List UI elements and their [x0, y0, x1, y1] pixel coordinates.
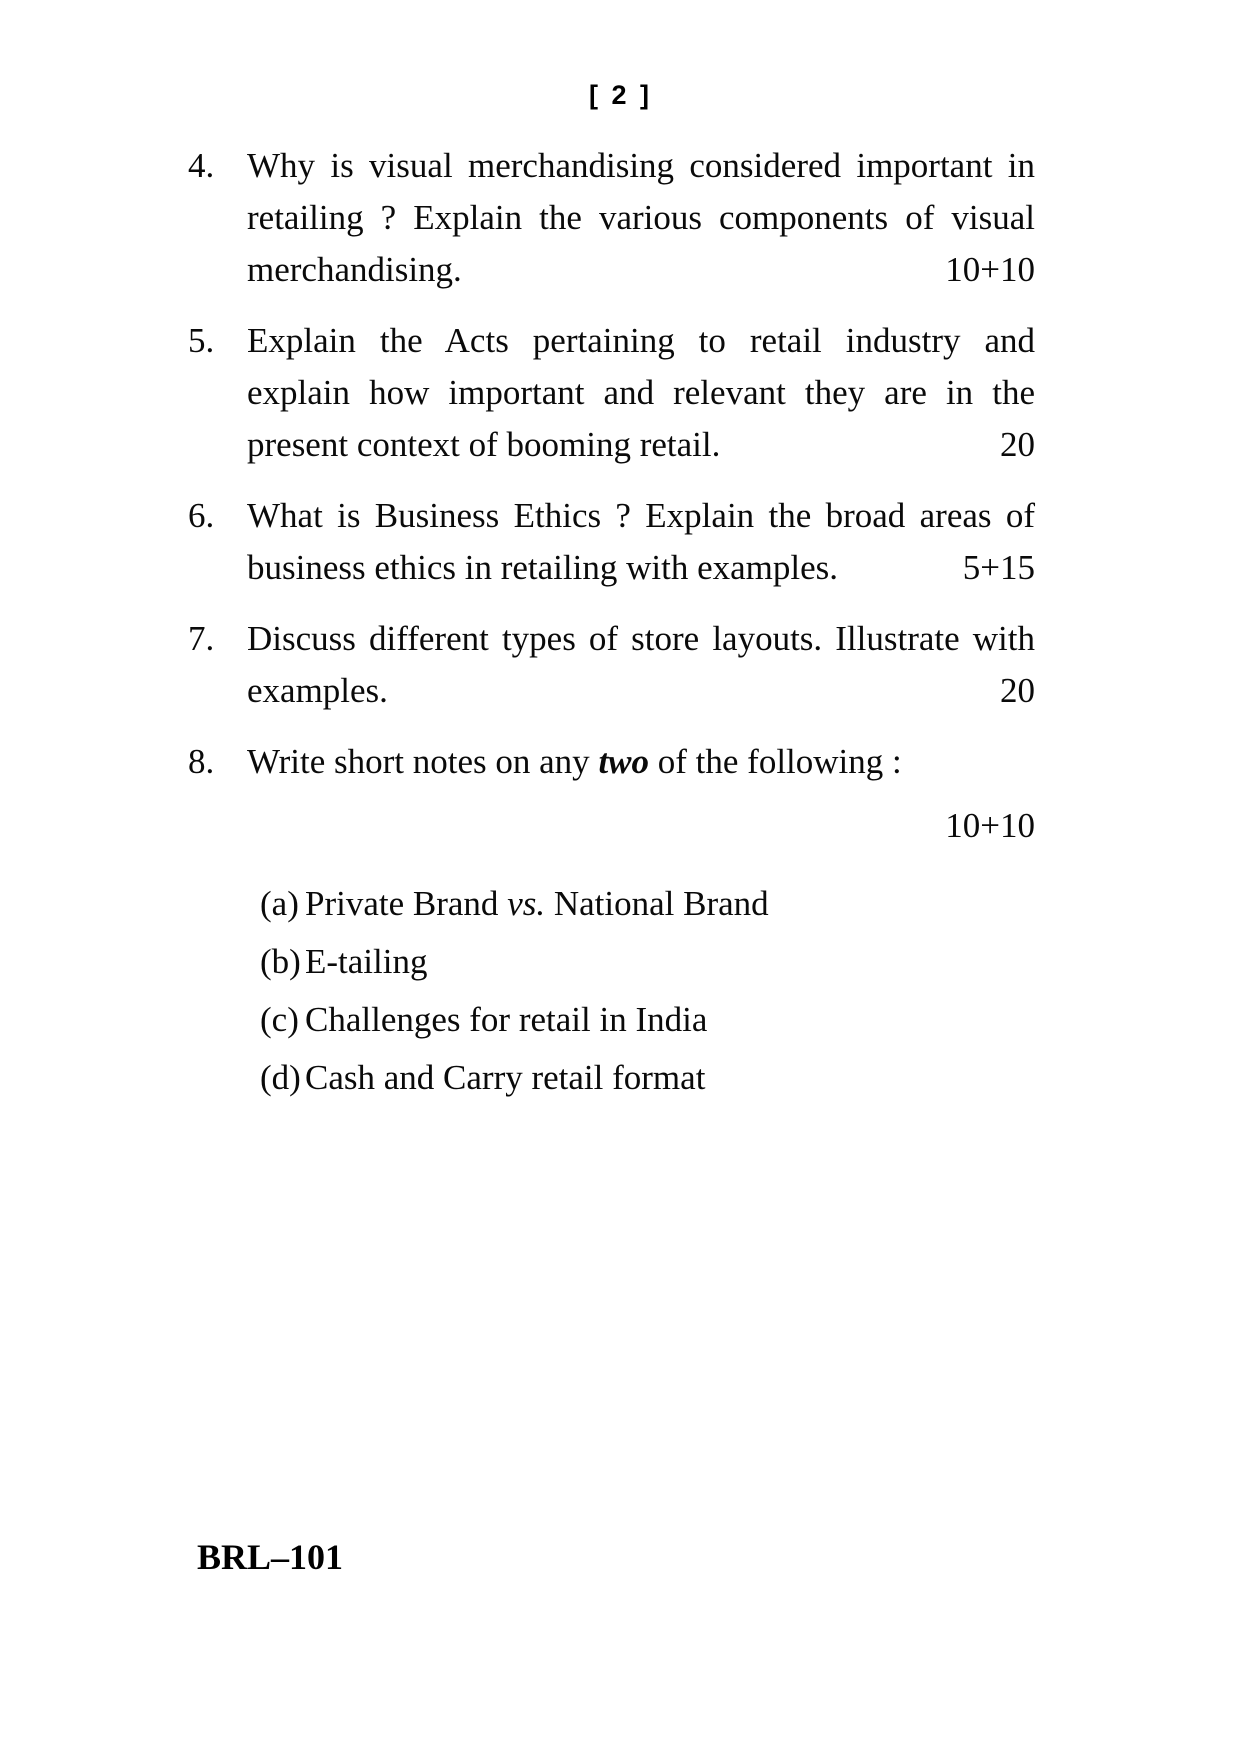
- question-number: 6.: [188, 496, 215, 535]
- question-number: 8.: [188, 742, 215, 781]
- paper-code: BRL–101: [197, 1537, 344, 1577]
- question-marks: 20: [1000, 425, 1035, 464]
- subitem-text-before: Private Brand: [305, 884, 508, 923]
- question-marks: 10+10: [945, 250, 1035, 289]
- question-8: [188, 736, 1035, 1104]
- question-text-emphasis: two: [598, 742, 650, 781]
- question-7: [188, 613, 1035, 717]
- subitem-text-emphasis: vs.: [507, 884, 546, 923]
- question-4: [188, 140, 1035, 296]
- question-body: [247, 490, 1035, 594]
- subitem-a: [247, 878, 1035, 930]
- subitem-text-before: E-tailing: [305, 942, 428, 981]
- question-body: [247, 315, 1035, 471]
- question-text-after: of the following :: [649, 742, 902, 781]
- question-body: [247, 613, 1035, 717]
- subitem-label: (b): [260, 942, 301, 981]
- question-body: [247, 736, 1035, 1104]
- question-text-before: Write short notes on any: [247, 742, 599, 781]
- question-number: 5.: [188, 321, 215, 360]
- question-number: 4.: [188, 146, 215, 185]
- question-5: [188, 315, 1035, 471]
- questions-list: [188, 140, 1035, 1104]
- question-marks: 5+15: [962, 548, 1035, 587]
- question-text: Explain the Acts pertaining to retail industry and explain how important and relevant they are in the present context of booming retail.: [247, 321, 1035, 464]
- question-marks: 10+10: [945, 806, 1035, 845]
- question-text: Discuss different types of store layouts. Illustrate with examples.: [247, 619, 1035, 710]
- question-body: [247, 140, 1035, 296]
- subitem-b: [247, 936, 1035, 988]
- subitem-text: [305, 936, 1035, 988]
- subitem-label: (c): [260, 1000, 299, 1039]
- question-text: What is Business Ethics ? Explain the broad areas of business ethics in retailing with examples.: [247, 496, 1035, 587]
- subitem-text: [305, 1052, 1035, 1104]
- question-text: [247, 736, 1035, 788]
- question-marks: 20: [1000, 671, 1035, 710]
- question-number: 7.: [188, 619, 215, 658]
- subitems-list: [247, 878, 1035, 1104]
- subitem-label: (d): [260, 1058, 301, 1097]
- subitem-text: [305, 994, 1035, 1046]
- subitem-c: [247, 994, 1035, 1046]
- question-6: [188, 490, 1035, 594]
- subitem-text: [305, 878, 1035, 930]
- subitem-d: [247, 1052, 1035, 1104]
- subitem-text-after: National Brand: [545, 884, 769, 923]
- question-text: Why is visual merchandising considered important in retailing ? Explain the various components of visual merchandising.: [247, 146, 1035, 289]
- subitem-text-before: Cash and Carry retail format: [305, 1058, 706, 1097]
- page-number: [ 2 ]: [588, 80, 652, 110]
- subitem-text-before: Challenges for retail in India: [305, 1000, 708, 1039]
- subitem-label: (a): [260, 884, 299, 923]
